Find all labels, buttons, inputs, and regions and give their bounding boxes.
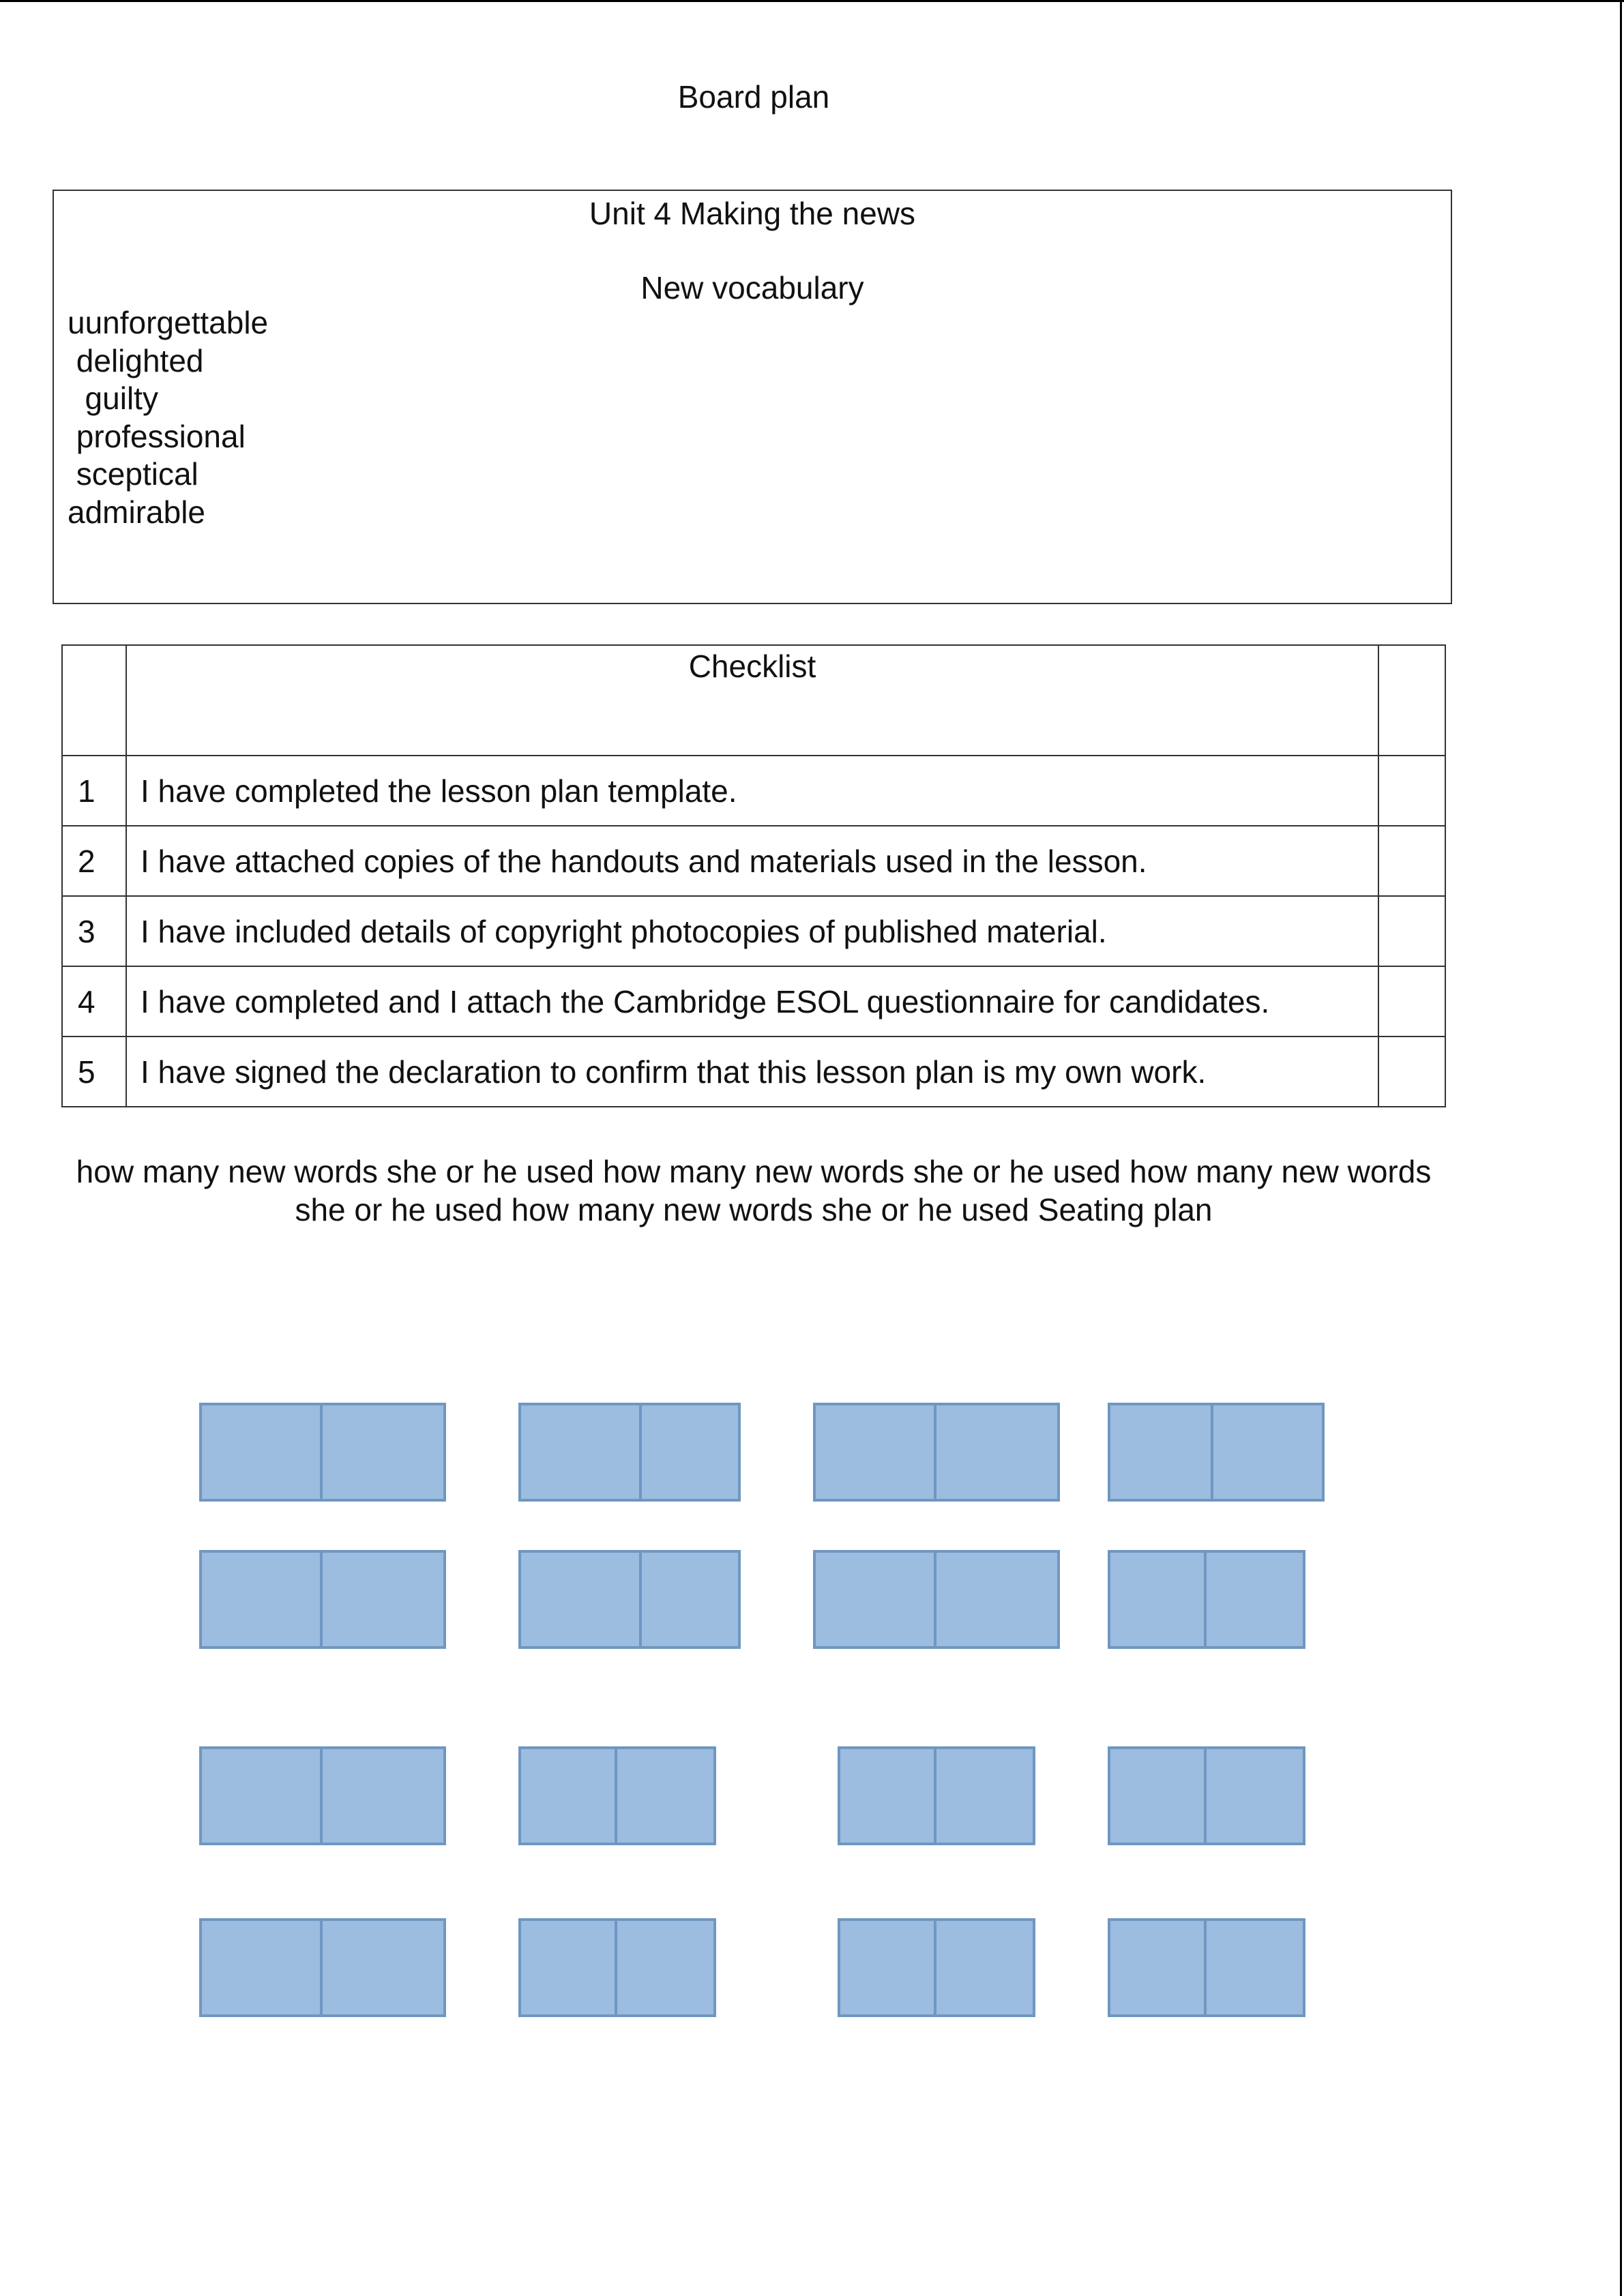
seat: [199, 1918, 323, 2017]
desk: [838, 1746, 1035, 1845]
seat: [838, 1746, 936, 1845]
seat: [1213, 1403, 1325, 1502]
note-text: how many new words she or he used how many new words she or he used how many new words she or he used how many new words she or he used Seating plan: [76, 1154, 1432, 1227]
table-row: [62, 826, 1445, 896]
vocab-item: sceptical: [68, 456, 198, 492]
seat: [1108, 1918, 1207, 2017]
seat: [323, 1918, 446, 2017]
seat: [936, 1403, 1060, 1502]
page-border-top: [0, 0, 1624, 2]
table-row: [62, 966, 1445, 1037]
table-row: [62, 756, 1445, 826]
check-cell[interactable]: [1378, 966, 1445, 1037]
seat: [1207, 1550, 1305, 1649]
table-row: [62, 1037, 1445, 1107]
seat: [518, 1746, 617, 1845]
seat: [936, 1918, 1035, 2017]
seat: [642, 1550, 741, 1649]
desk: [1108, 1746, 1305, 1845]
page-title: Board plan: [677, 79, 830, 115]
seat: [1207, 1918, 1305, 2017]
desk: [813, 1550, 1060, 1649]
checklist-header-num-cell: [62, 645, 126, 756]
seat: [518, 1918, 617, 2017]
check-cell[interactable]: [1378, 756, 1445, 826]
seat: [642, 1403, 741, 1502]
row-number: 4: [62, 966, 126, 1037]
row-number: 1: [62, 756, 126, 826]
desk: [1108, 1918, 1305, 2017]
seat: [936, 1746, 1035, 1845]
desk: [199, 1746, 446, 1845]
seat: [617, 1746, 716, 1845]
seat: [199, 1403, 323, 1502]
unit-title: Unit 4 Making the news: [589, 196, 916, 231]
seat: [323, 1403, 446, 1502]
desk: [813, 1403, 1060, 1502]
desk: [518, 1403, 741, 1502]
checklist-header-row: [62, 645, 1445, 756]
desk: [1108, 1403, 1325, 1502]
seat: [199, 1550, 323, 1649]
row-number: 2: [62, 826, 126, 896]
page-border-right: [1620, 0, 1622, 2296]
seat: [617, 1918, 716, 2017]
check-cell[interactable]: [1378, 896, 1445, 966]
checklist-header-check-cell: [1378, 645, 1445, 756]
row-text: I have completed the lesson plan template.: [126, 756, 1378, 826]
vocab-item: delighted: [68, 342, 204, 378]
desk: [518, 1918, 716, 2017]
row-text: I have completed and I attach the Cambridge ESOL questionnaire for candidates.: [126, 966, 1378, 1037]
seat: [518, 1403, 642, 1502]
desk: [199, 1550, 446, 1649]
checklist-table: [61, 644, 1446, 1107]
check-cell[interactable]: [1378, 1037, 1445, 1107]
desk: [1108, 1550, 1305, 1649]
vocab-item: admirable: [68, 494, 205, 530]
seat: [1207, 1746, 1305, 1845]
seat: [1108, 1550, 1207, 1649]
seat: [838, 1918, 936, 2017]
row-number: 3: [62, 896, 126, 966]
vocab-item: uunforgettable: [68, 305, 269, 340]
seat: [323, 1746, 446, 1845]
row-text: I have signed the declaration to confirm that this lesson plan is my own work.: [126, 1037, 1378, 1107]
seat: [1108, 1746, 1207, 1845]
vocab-list: [68, 304, 268, 531]
seat: [323, 1550, 446, 1649]
vocab-item: professional: [68, 418, 246, 454]
seat: [518, 1550, 642, 1649]
desk: [838, 1918, 1035, 2017]
desk: [518, 1746, 716, 1845]
check-cell[interactable]: [1378, 826, 1445, 896]
seat: [813, 1403, 936, 1502]
desk: [199, 1403, 446, 1502]
seat: [1108, 1403, 1213, 1502]
board-box: [53, 190, 1452, 604]
row-text: I have attached copies of the handouts and materials used in the lesson.: [126, 826, 1378, 896]
row-number: 5: [62, 1037, 126, 1107]
vocab-heading: New vocabulary: [640, 270, 864, 305]
desk: [518, 1550, 741, 1649]
vocab-item: guilty: [68, 381, 158, 416]
row-text: I have included details of copyright photocopies of published material.: [126, 896, 1378, 966]
desk: [199, 1918, 446, 2017]
seat: [199, 1746, 323, 1845]
seat: [813, 1550, 936, 1649]
checklist-heading: Checklist: [126, 645, 1378, 756]
seat: [936, 1550, 1060, 1649]
table-row: [62, 896, 1445, 966]
